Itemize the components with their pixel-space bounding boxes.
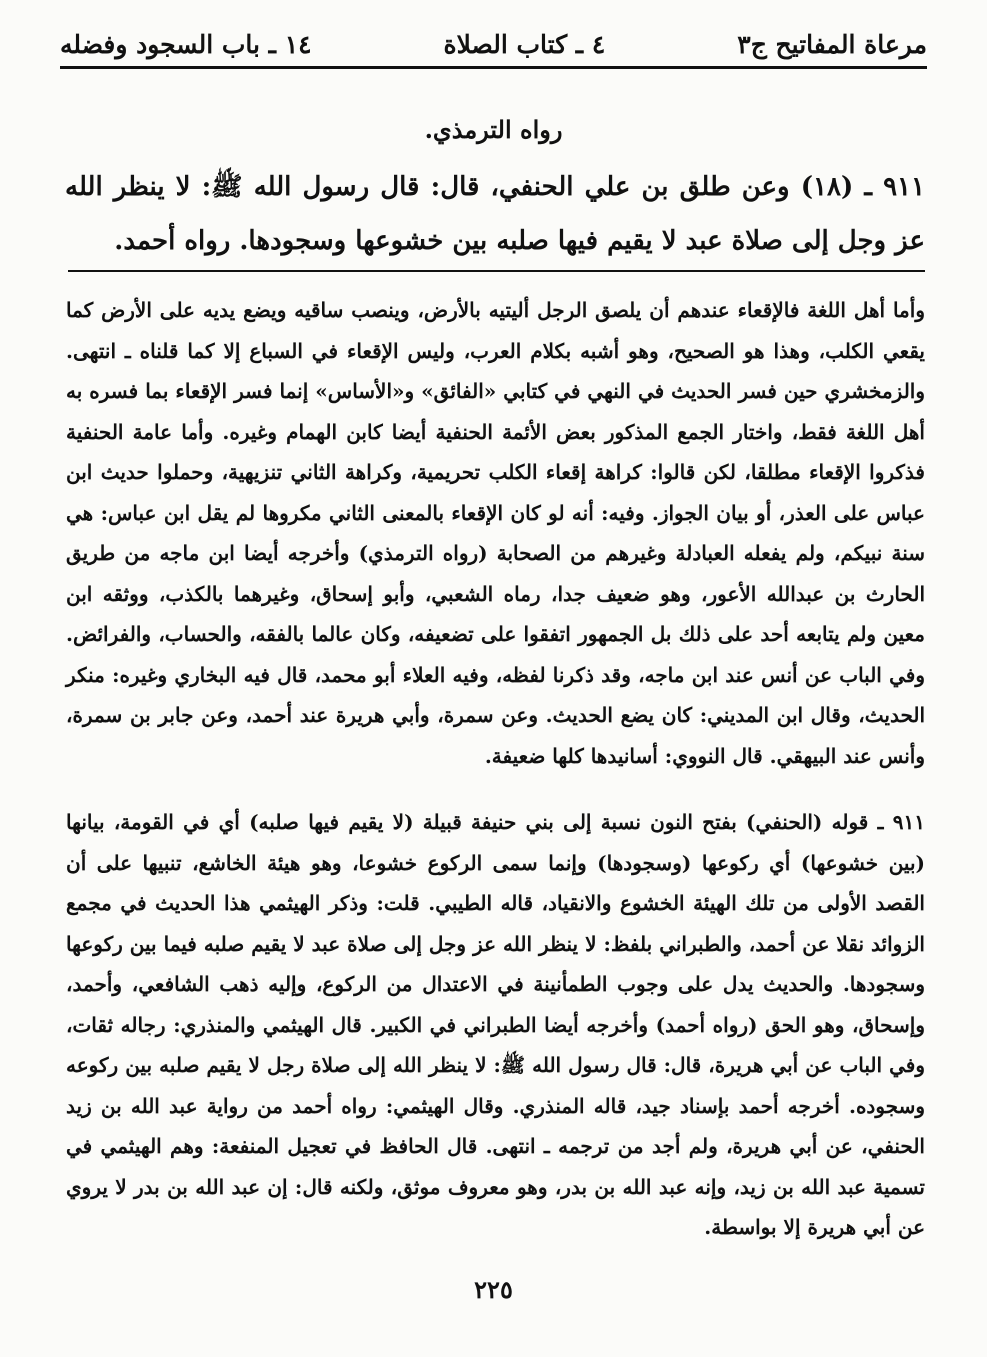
commentary-number: ٩١١ ـ [877,810,926,834]
commentary-block-2 [66,802,925,1248]
hadith-body: وعن طلق بن علي الحنفي، قال: قال رسول الله ﷺ: لا ينظر الله عز وجل إلى صلاة عبد لا يقيم فيها صلبه بين خشوعها وسجودها. رواه أحمد. [65,172,925,256]
commentary-body: قوله (الحنفي) بفتح النون نسبة إلى بني حنيفة قبيلة (لا يقيم فيها صلبه) أي في القومة، بيانها (بين خشوعها) أي ركوعها (وسجودها) وإنما سمى الركوع خشوعا، وهو هيئة الخاشع، تنبيها على أن القصد الأولى من تلك الهيئة الخشوع والانقياد، قاله الطيبي. قلت: وذكر الهيثمي هذا الحديث في مجمع الزوائد نقلا عن أحمد، والطبراني بلفظ: لا ينظر الله عز وجل إلى صلاة عبد لا يقيم صلبه فيما بين ركوعها وسجودها. والحديث يدل على وجوب الطمأنينة في الاعتدال من الركوع، وإليه ذهب الشافعي، وأحمد، وإسحاق، وهو الحق (رواه أحمد) وأخرجه أيضا الطبراني في الكبير. قال الهيثمي والمنذري: رجاله ثقات، وفي الباب عن أبي هريرة، قال: قال رسول الله ﷺ: لا ينظر الله إلى صلاة رجل لا يقيم صلبه بين ركوعه وسجوده. أخرجه أحمد بإسناد جيد، قاله المنذري. وقال الهيثمي: رواه أحمد من رواية عبد الله بن زيد الحنفي، عن أبي هريرة، ولم أجد من ترجمه ـ انتهى. قال الحافظ في تعجيل المنفعة: وهم الهيثمي في تسمية عبد الله بن زيد، وإنه عبد الله بن بدر، وهو معروف موثق، ولكنه قال: إن عبد الله بن بدر لا يروي عن أبي هريرة إلا بواسطة. [66,810,925,1239]
top-source-line: رواه الترمذي. [424,115,563,144]
running-header [60,24,927,64]
commentary-block-1: وأما أهل اللغة فالإقعاء عندهم أن يلصق الرجل أليتيه بالأرض، وينصب ساقيه ويضع يديه على الأرض كما يقعي الكلب، وهذا هو الصحيح، وهو أشبه بكلام العرب، وليس الإقعاء في السباع إلا كما قلناه ـ انتهى. والزمخشري حين فسر الحديث في النهي في كتابي «الفائق» و«الأساس» إنما فسر الإقعاء بما فسره به أهل اللغة فقط، واختار الجمع المذكور بعض الأئمة الحنفية أيضا كابن الهمام وغيره. وأما عامة الحنفية فذكروا الإقعاء مطلقا، لكن قالوا: كراهة إقعاء الكلب تحريمية، وكراهة الثاني تنزيهية، وحملوا حديث ابن عباس على العذر، أو بيان الجواز. وفيه: أنه لو كان الإقعاء بالمعنى الثاني مكروها لم يقل ابن عباس: هي سنة نبيكم، ولم يفعله العبادلة وغيرهم من الصحابة (رواه الترمذي) وأخرجه أيضا ابن ماجه من طريق الحارث بن عبدالله الأعور، وهو ضعيف جدا، رماه الشعبي، وأبو إسحاق، وغيرهما بالكذب، ووثقه ابن معين ولم يتابعه أحد على ذلك بل الجمهور اتفقوا على تضعيفه، وكان عالما بالفقه، والحساب، والفرائض. وفي الباب عن أنس عند ابن ماجه، وقد ذكرنا لفظه، وفيه العلاء أبو محمد، قال فيه البخاري وغيره: منكر الحديث، وقال ابن المديني: كان يضع الحديث. وعن سمرة، وأبي هريرة عند أحمد، وعن جابر بن سمرة، وأنس عند البيهقي. قال النووي: أسانيدها كلها ضعيفة. [66,298,925,768]
page-number: ٢٢٥ [474,1275,513,1304]
section-divider [68,270,925,272]
header-book-title: مرعاة المفاتيح ج٣ [737,29,927,59]
header-rule [60,66,927,69]
header-chapter: ٤ ـ كتاب الصلاة [443,29,606,59]
header-section: ١٤ ـ باب السجود وفضله [60,29,312,59]
hadith-text-block [65,160,925,268]
hadith-number: ٩١١ ـ (١٨) [800,172,925,202]
